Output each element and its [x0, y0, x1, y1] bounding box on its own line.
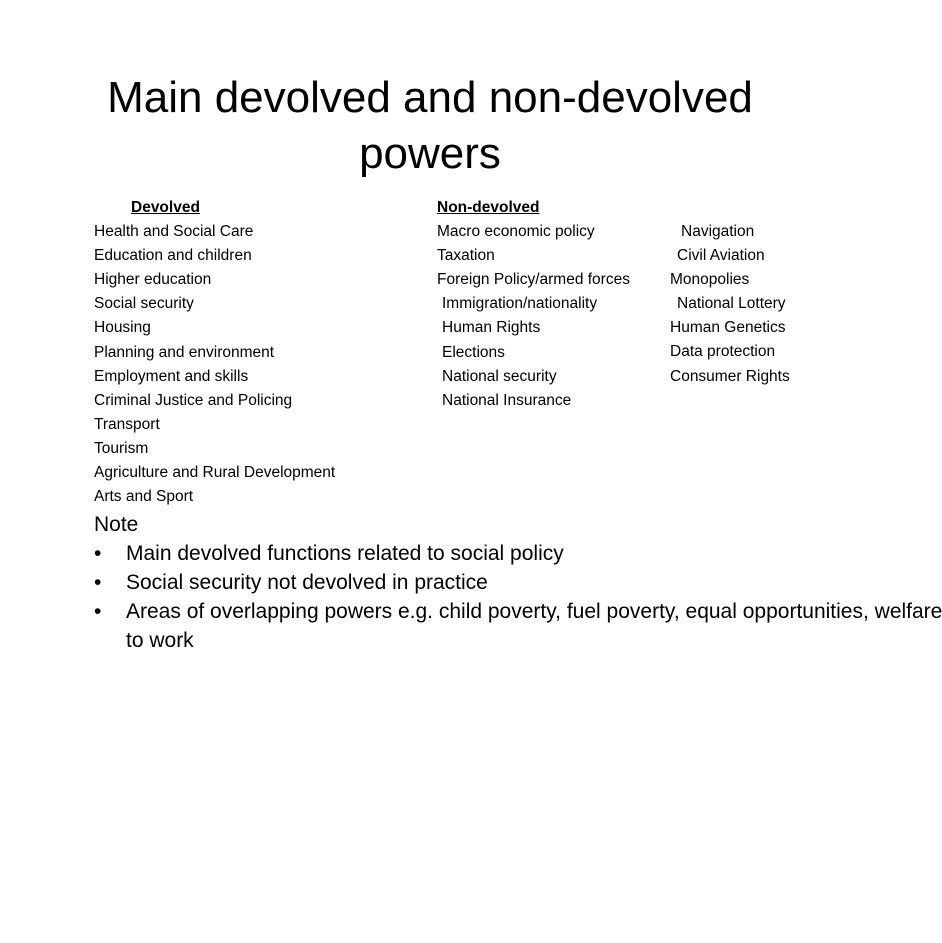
bullet-icon: • [94, 542, 102, 565]
note-bullet [94, 568, 794, 597]
devolved-item: Tourism [94, 439, 149, 457]
note-title: Note [94, 513, 139, 536]
non-devolved-item: Taxation [437, 247, 495, 265]
devolved-item: Education and children [94, 247, 252, 265]
devolved-item: Agriculture and Rural Development [94, 464, 336, 482]
devolved-item: Arts and Sport [94, 488, 194, 506]
bullet-icon: • [94, 600, 102, 623]
bullet-icon: • [94, 571, 102, 594]
note-bullet-text: Areas of overlapping powers e.g. child poverty, fuel poverty, equal opportunities, welfare [126, 600, 942, 623]
non-devolved-item: Macro economic policy [437, 223, 595, 241]
non-devolved-item: Monopolies [670, 271, 750, 289]
non-devolved-item: Civil Aviation [677, 247, 765, 265]
devolved-item: Social security [94, 295, 194, 313]
slide-title [0, 70, 860, 182]
devolved-header: Devolved [131, 199, 200, 216]
devolved-item: Employment and skills [94, 367, 249, 385]
devolved-item: Transport [94, 415, 160, 433]
note-bullet-text: Social security not devolved in practice [126, 571, 488, 594]
note-bullet [94, 597, 942, 655]
note-bullet-continuation: to work [126, 629, 194, 652]
non-devolved-item: Data protection [670, 343, 776, 361]
non-devolved-item: National Lottery [677, 295, 786, 313]
devolved-item: Planning and environment [94, 343, 275, 361]
devolved-item: Criminal Justice and Policing [94, 391, 293, 409]
non-devolved-item: Consumer Rights [670, 367, 790, 385]
non-devolved-item: Elections [442, 343, 505, 361]
non-devolved-item: Immigration/nationality [442, 295, 598, 313]
slide-title-line1: Main devolved and non-devolved [107, 73, 753, 122]
slide-title-line2: powers [359, 129, 501, 178]
note-bullet-text: Main devolved functions related to social policy [126, 542, 564, 565]
non-devolved-item: Foreign Policy/armed forces [437, 271, 630, 289]
devolved-item: Housing [94, 319, 151, 337]
non-devolved-column [437, 196, 630, 413]
devolved-column [94, 196, 335, 509]
non-devolved-item: Navigation [681, 223, 755, 240]
devolved-item: Health and Social Care [94, 223, 254, 241]
non-devolved-item: Human Rights [442, 319, 541, 337]
note-section [94, 510, 942, 655]
non-devolved-column-2 [670, 220, 790, 389]
non-devolved-item: National security [442, 367, 557, 385]
non-devolved-item: Human Genetics [670, 319, 786, 337]
note-bullet [94, 539, 794, 568]
non-devolved-item: National Insurance [442, 391, 572, 409]
devolved-item: Higher education [94, 271, 212, 289]
non-devolved-header: Non-devolved [437, 199, 540, 216]
